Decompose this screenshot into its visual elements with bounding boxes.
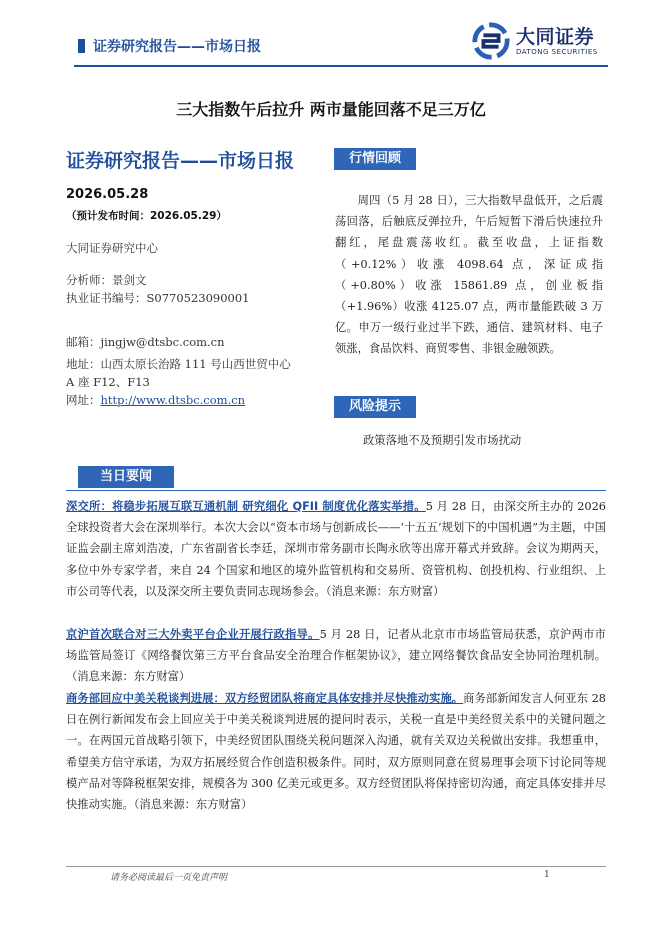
news-item xyxy=(66,688,606,815)
company-logo xyxy=(472,22,598,60)
header-bar xyxy=(78,36,261,56)
market-review-text: 周四（5 月 28 日），三大指数早盘低开，之后震荡回落，后触底反弹拉升，午后短暂下滑后快速拉升翻红，尾盘震荡收红。截至收盘，上证指数（+0.12%）收涨 4098.64 点，深证成指（+0.80%）收涨 15861.89 点，创业板指（+1.96%）收涨 4125.07 点，两市量能跌破 3 万亿。申万一级行业过半下跌，通信、建筑材料、电子领涨，食品饮料、商贸零售、非银金融领跌。 xyxy=(335,194,603,356)
news-item xyxy=(66,496,606,602)
news-item xyxy=(66,624,606,688)
today-news-divider xyxy=(66,490,606,491)
page-number: 1 xyxy=(544,870,550,880)
risk-text: 政策落地不及预期引发市场扰动 xyxy=(363,434,522,447)
analyst: 分析师：景剑文 xyxy=(66,273,147,287)
header-divider xyxy=(74,65,608,67)
report-info xyxy=(66,146,326,409)
news-body: 5 月 28 日，记者从北京市市场监管局获悉，京沪两市市场监管局签订《网络餐饮第三方平台食品安全治理合作框架协议》，建立网络餐饮食品安全协同治理机制。（消息来源：东方财富） xyxy=(66,628,606,684)
header-square-icon xyxy=(78,39,85,53)
report-date: 2026.05.28 xyxy=(66,187,149,202)
news-headline: 商务部回应中美关税谈判进展：双方经贸团队将商定具体安排并尽快推动实施。 xyxy=(66,692,464,705)
address-line-2: A 座 F12、F13 xyxy=(66,375,150,389)
news-body: 商务部新闻发言人何亚东 28 日在例行新闻发布会上回应关于中美关税谈判进展的提问时表示，关税一直是中美经贸关系中的关键问题之一。在两国元首战略引领下，中美经贸团队围绕关税问题深入沟通，就有关双边关税做出安排。我想重申，希望美方信守承诺，为双方拓展经贸合作创造积极条件。同时，双方原则同意在贸易理事会项下讨论同等规模产品对等降税框架安排，规模各为 300 亿美元或更多。双方经贸团队将保持密切沟通，商定具体安排并尽快推动实施。（消息来源：东方财富） xyxy=(66,692,606,812)
logo-name-en: DATONG SECURITIES xyxy=(516,48,598,56)
header-series: 证券研究报告——市场日报 xyxy=(93,39,261,55)
website-link[interactable]: http://www.dtsbc.com.cn xyxy=(100,393,246,407)
logo-name-cn: 大同证券 xyxy=(516,26,595,48)
news-headline: 京沪首次联合对三大外卖平台企业开展行政指导。 xyxy=(66,628,320,641)
news-body: 5 月 28 日，由深交所主办的 2026 全球投资者大会在深圳举行。本次大会以“资本市场与创新成长——‘十五五’规划下的中国机遇”为主题，中国证监会副主席刘浩凌，广东省副省长李廷，深圳市常务副市长陶永欣等出席开幕式并致辞。会议为期两天，多位中外专家学者，来自 24 个国家和地区的境外监管机构和交易所、资管机构、创投机构、行业组织、上市公司等代表，以及深交所主要负责同志现场参会。（消息来源：东方财富） xyxy=(66,500,606,598)
footer-disclaimer: 请务必阅读最后一页免责声明 xyxy=(110,873,228,883)
risk-tag: 风险提示 xyxy=(334,396,416,418)
today-news-tag: 当日要闻 xyxy=(78,466,174,488)
market-review-tag: 行情回顾 xyxy=(334,148,416,170)
license-number: 执业证书编号：S0770523090001 xyxy=(66,291,250,305)
publish-time: （预计发布时间：2026.05.29） xyxy=(66,210,227,222)
report-name: 证券研究报告——市场日报 xyxy=(66,150,295,172)
email: 邮箱：jingjw@dtsbc.com.cn xyxy=(66,335,225,349)
address-line-1: 地址：山西太原长治路 111 号山西世贸中心 xyxy=(66,357,291,371)
news-headline: 深交所：将稳步拓展互联互通机制 研究细化 QFII 制度优化落实举措。 xyxy=(66,500,426,513)
document-title: 三大指数午后拉升 两市量能回落不足三万亿 xyxy=(176,100,486,119)
footer-divider xyxy=(66,866,606,867)
datong-logo-icon xyxy=(472,22,510,60)
website-line xyxy=(66,391,326,409)
website-label: 网址： xyxy=(66,393,101,407)
institute: 大同证券研究中心 xyxy=(66,241,158,255)
